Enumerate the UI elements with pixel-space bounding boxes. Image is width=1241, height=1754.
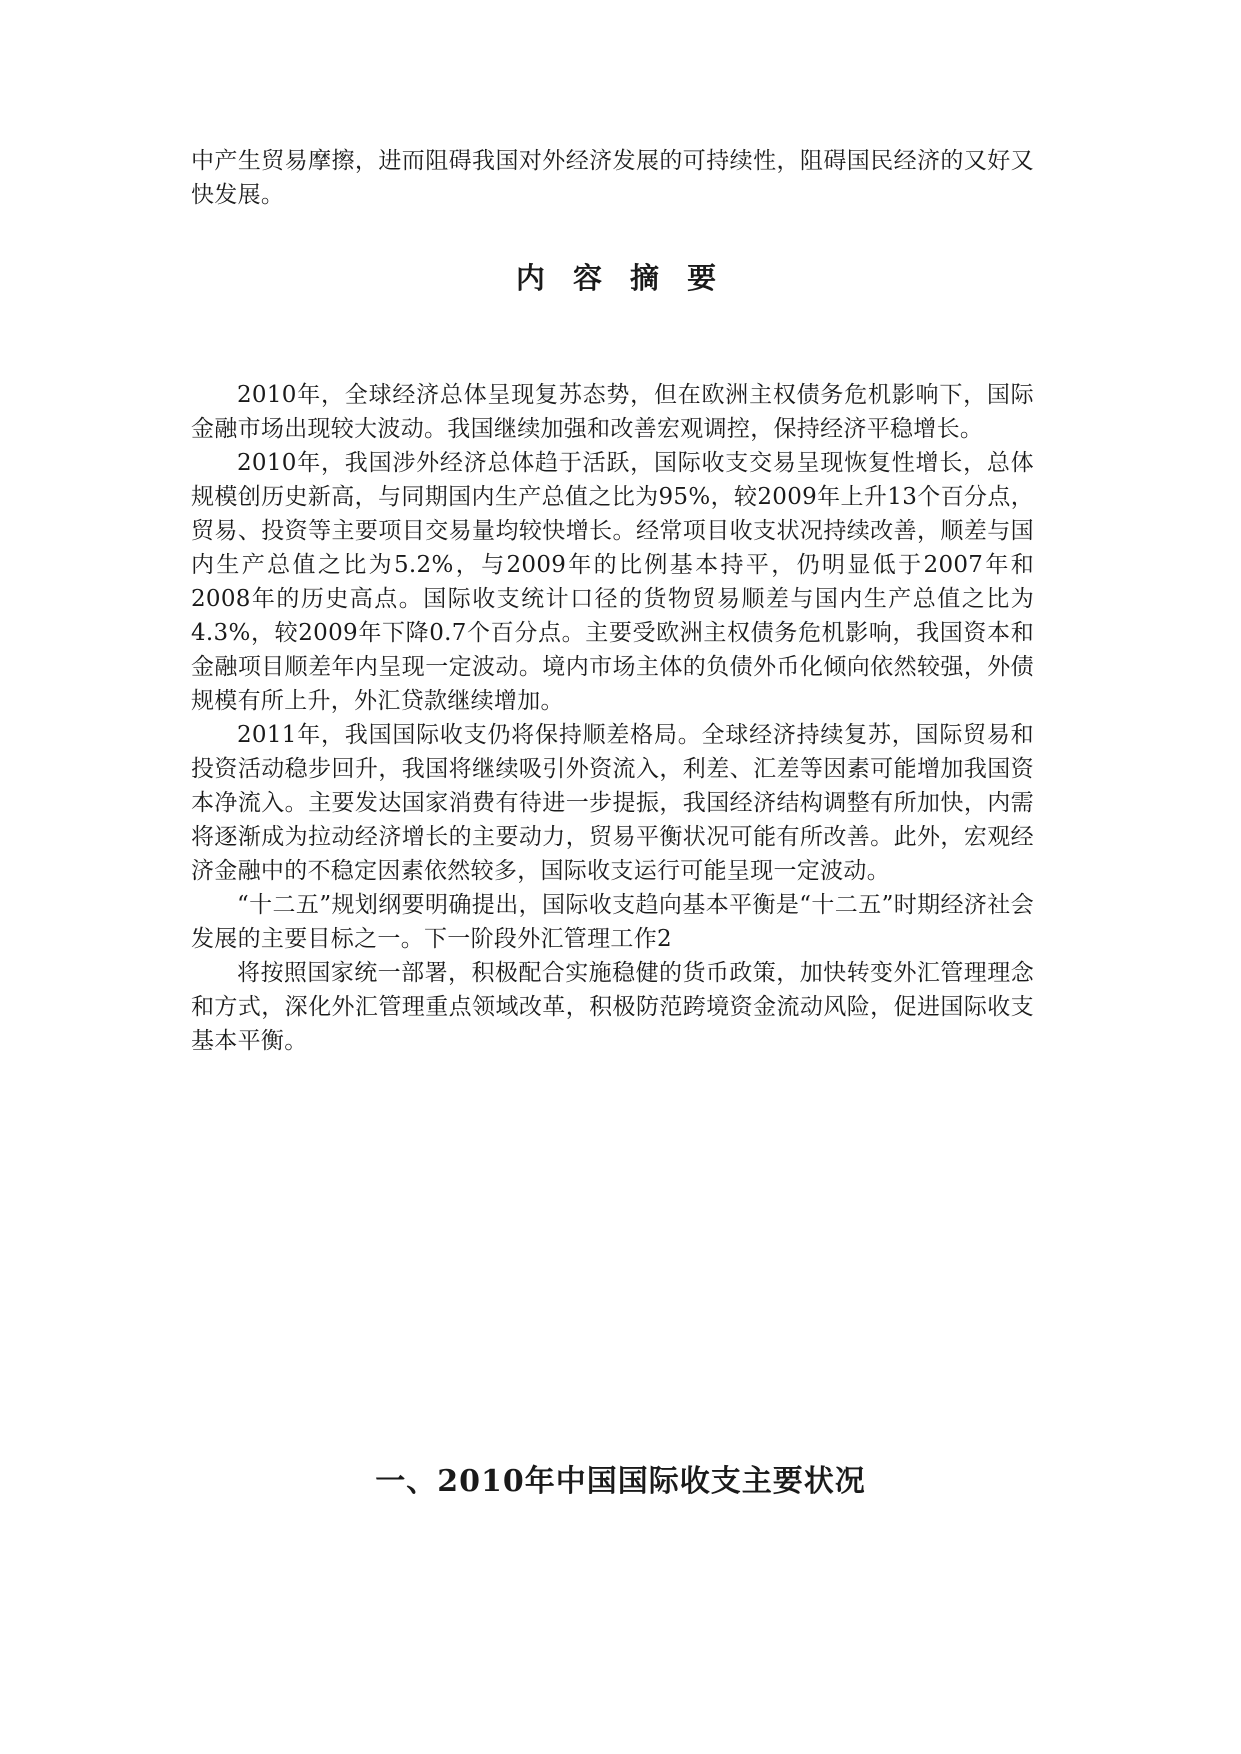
abstract-paragraph: “十二五”规划纲要明确提出，国际收支趋向基本平衡是“十二五”时期经济社会发展的主要目标之一。下一阶段外汇管理工作2 bbox=[191, 892, 1034, 952]
abstract-paragraph: 2010年，我国涉外经济总体趋于活跃，国际收支交易呈现恢复性增长，总体规模创历史新高，与同期国内生产总值之比为95%，较2009年上升13个百分点，贸易、投资等主要项目交易量均较快增长。经常项目收支状况持续改善，顺差与国内生产总值之比为5.2%，与2009年的比例基本持平，仍明显低于2007年和2008年的历史高点。国际收支统计口径的货物贸易顺差与国内生产总值之比为4.3%，较2009年下降0.7个百分点。主要受欧洲主权债务危机影响，我国资本和金融项目顺差年内呈现一定波动。境内市场主体的负债外币化倾向依然较强，外债规模有所上升，外汇贷款继续增加。 bbox=[191, 450, 1034, 714]
abstract-title: 内 容 摘 要 bbox=[515, 261, 726, 295]
abstract-paragraph: 将按照国家统一部署，积极配合实施稳健的货币政策，加快转变外汇管理理念和方式，深化外汇管理重点领域改革，积极防范跨境资金流动风险，促进国际收支基本平衡。 bbox=[191, 960, 1034, 1054]
intro-paragraph: 中产生贸易摩擦，进而阻碍我国对外经济发展的可持续性，阻碍国民经济的又好又快发展。 bbox=[191, 148, 1034, 208]
abstract-paragraph: 2010年，全球经济总体呈现复苏态势，但在欧洲主权债务危机影响下，国际金融市场出现较大波动。我国继续加强和改善宏观调控，保持经济平稳增长。 bbox=[191, 382, 1034, 442]
section-title: 一、2010年中国国际收支主要状况 bbox=[375, 1464, 866, 1499]
abstract-body bbox=[191, 378, 1034, 1058]
abstract-paragraph: 2011年，我国国际收支仍将保持顺差格局。全球经济持续复苏，国际贸易和投资活动稳步回升，我国将继续吸引外资流入，利差、汇差等因素可能增加我国资本净流入。主要发达国家消费有待进一步提振，我国经济结构调整有所加快，内需将逐渐成为拉动经济增长的主要动力，贸易平衡状况可能有所改善。此外，宏观经济金融中的不稳定因素依然较多，国际收支运行可能呈现一定波动。 bbox=[191, 722, 1034, 884]
